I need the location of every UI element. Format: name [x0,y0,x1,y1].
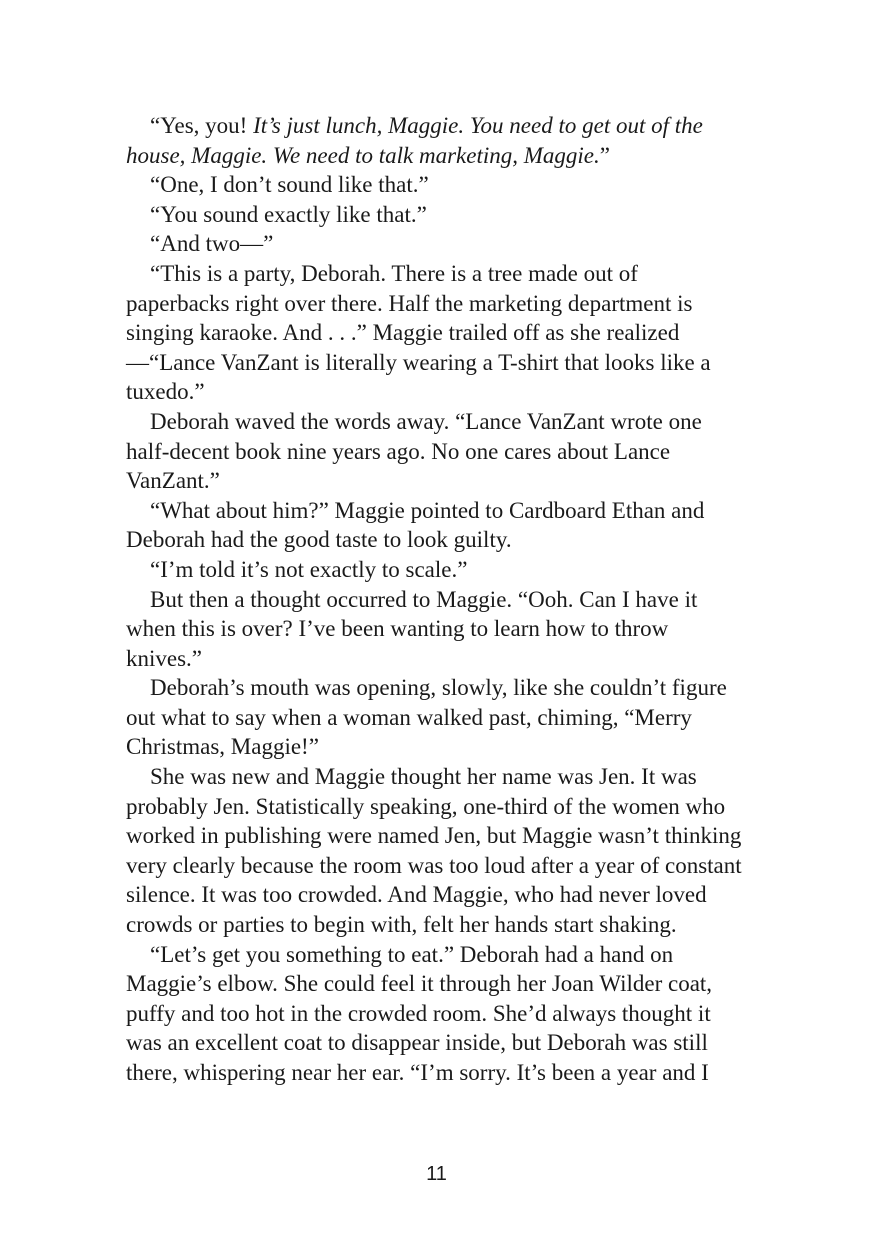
italic-text: It’s just lunch, Maggie. You need to get out of the house, Maggie. We need to talk marketing, Maggie. [126,113,703,168]
text-run: “This is a party, Deborah. There is a tree made out of paperbacks right over there. Half the marketing department is singing karaoke. And . . .” Maggie trailed off as she realized —“Lance VanZant is literally wearing a T-shirt that looks like a tuxedo.” [126,260,711,405]
body-text [126,111,746,1088]
paragraph [126,259,746,407]
paragraph [126,673,746,762]
text-run: “Yes, you! [150,113,254,138]
text-run: “And two—” [150,231,274,257]
paragraph [126,200,746,230]
page-number: 11 [426,1163,447,1185]
paragraph [126,585,746,674]
text-run: She was new and Maggie thought her name was Jen. It was probably Jen. Statistically speaking, one-third of the women who worked in publishing were named Jen, but Maggie wasn’t thinking very clearly because the room was too loud after a year of constant silence. It was too crowded. And Maggie, who had never loved crowds or parties to begin with, felt her hands start shaking. [126,764,742,938]
text-run: “I’m told it’s not exactly to scale.” [150,556,468,582]
text-run: “Let’s get you something to eat.” Deborah had a hand on Maggie’s elbow. She could feel it through her Joan Wilder coat, puffy and too hot in the crowded room. She’d always thought it was an excellent coat to disappear inside, but Deborah was still there, whispering near her ear. “I’m sorry. It’s been a year and I [126,941,713,1085]
paragraph [126,762,746,940]
paragraph [126,555,746,585]
paragraph [126,170,746,200]
paragraph [126,111,746,170]
text-run: Deborah’s mouth was opening, slowly, like she couldn’t figure out what to say when a woman walked past, chiming, “Merry Christmas, Maggie!” [126,675,727,760]
text-run: But then a thought occurred to Maggie. “Ooh. Can I have it when this is over? I’ve been wanting to learn how to throw knives.” [126,586,698,671]
paragraph [126,496,746,555]
text-run: Deborah waved the words away. “Lance VanZant wrote one half-decent book nine years ago. No one cares about Lance VanZant.” [126,408,702,494]
paragraph [126,407,746,496]
text-run: “You sound exactly like that.” [150,201,427,227]
text-run: ” [599,142,610,168]
text-run: “What about him?” Maggie pointed to Cardboard Ethan and Deborah had the good taste to look guilty. [126,497,705,553]
paragraph [126,229,746,259]
paragraph [126,940,746,1088]
text-run: “One, I don’t sound like that.” [150,172,429,198]
